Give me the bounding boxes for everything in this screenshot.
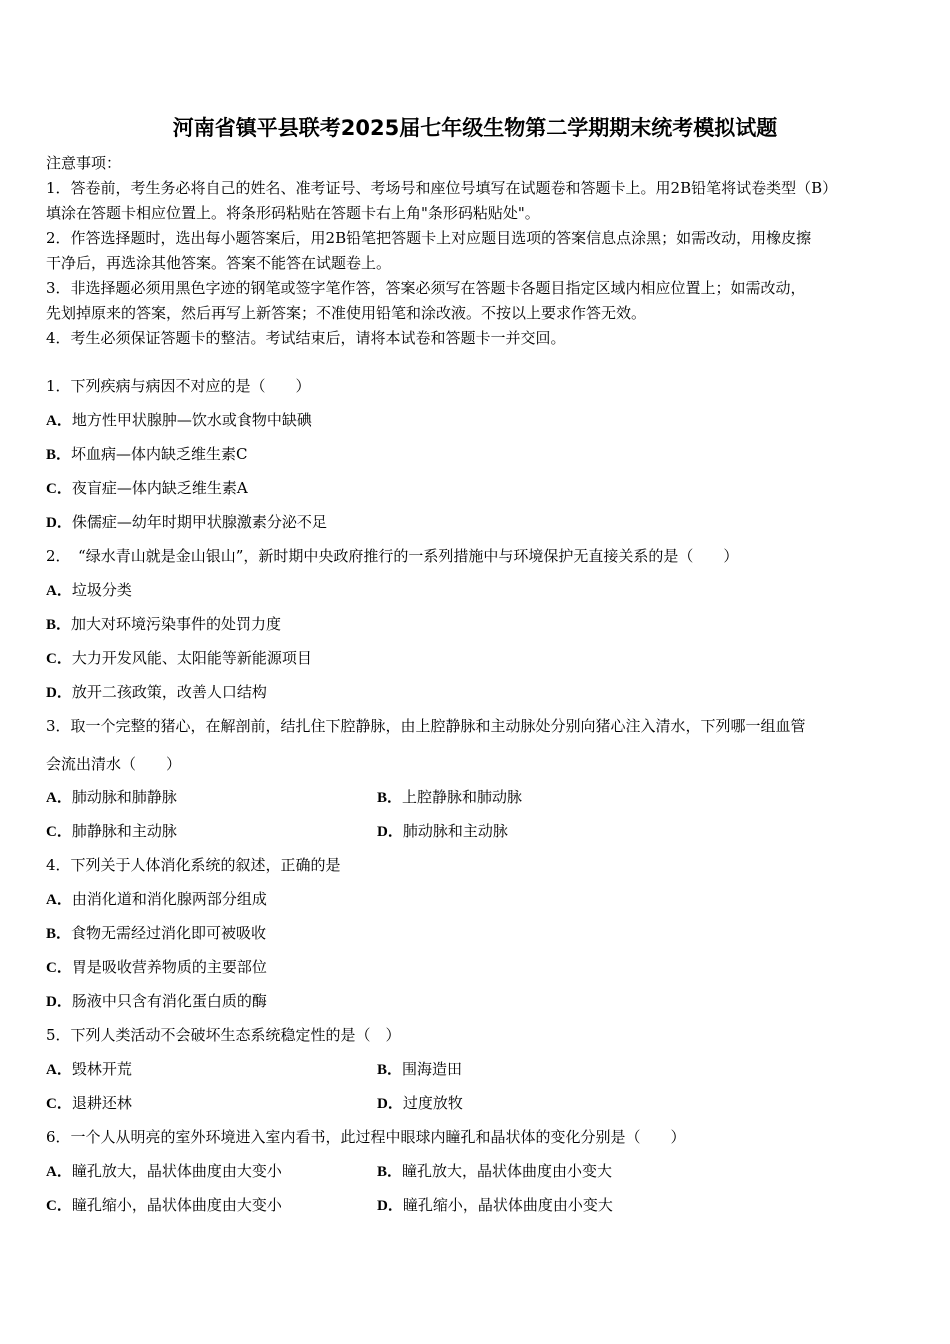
notice-line: 填涂在答题卡相应位置上。将条形码粘贴在答题卡右上角"条形码粘贴处"。 [46,204,540,222]
option-text: 瞳孔放大，晶状体曲度由小变大 [402,1162,613,1180]
option-text: 侏儒症—幼年时期甲状腺激素分泌不足 [71,513,327,531]
option-label: A． [46,892,72,908]
option-label: D． [46,685,72,701]
option-text: 加大对环境污染事件的处罚力度 [71,615,282,633]
option-text: 肺静脉和主动脉 [71,822,177,840]
option-text: 垃圾分类 [71,581,132,599]
notice-line: 先划掉原来的答案，然后再写上新答案；不准使用铅笔和涂改液。不按以上要求作答无效。 [46,304,647,322]
question-5-stem: 5．下列人类活动不会破坏生态系统稳定性的是（ ） [46,1026,401,1044]
option-label: C． [46,481,72,497]
question-1-option-b [46,444,248,465]
option-label: C． [46,651,72,667]
option-text: 由消化道和消化腺两部分组成 [71,890,267,908]
option-label: B． [377,1062,403,1078]
question-6-stem: 6．一个人从明亮的室外环境进入室内看书，此过程中眼球内瞳孔和晶状体的变化分别是（ ） [46,1128,686,1146]
option-label: A． [46,790,72,806]
question-5-option-a [46,1059,132,1080]
question-5-option-d [377,1093,463,1114]
notice-heading: 注意事项： [46,154,122,172]
question-5-option-b [377,1059,462,1080]
option-label: B． [46,447,72,463]
option-label: D． [377,1198,403,1214]
option-label: B． [377,1164,403,1180]
option-label: C． [46,960,72,976]
option-text: 肠液中只含有消化蛋白质的酶 [71,992,267,1010]
question-3-option-b [377,787,522,808]
option-label: A． [46,1062,72,1078]
option-text: 过度放牧 [402,1094,463,1112]
option-text: 上腔静脉和肺动脉 [402,788,523,806]
question-1-stem: 1．下列疾病与病因不对应的是（ ） [46,377,311,395]
option-text: 夜盲症—体内缺乏维生素A [71,479,248,497]
question-4-option-b [46,923,266,944]
option-text: 胃是吸收营养物质的主要部位 [71,958,267,976]
question-3-option-d [377,821,508,842]
question-6-option-d [377,1195,613,1216]
option-text: 退耕还林 [71,1094,132,1112]
option-text: 放开二孩政策，改善人口结构 [71,683,267,701]
notice-line: 4．考生必须保证答题卡的整洁。考试结束后，请将本试卷和答题卡一并交回。 [46,329,566,347]
question-4-option-c [46,957,267,978]
option-text: 坏血病—体内缺乏维生素C [71,445,248,463]
option-text: 瞳孔缩小，晶状体曲度由大变小 [71,1196,282,1214]
page-title: 河南省镇平县联考2025届七年级生物第二学期期末统考模拟试题 [172,116,778,140]
question-1-option-d [46,512,327,533]
question-2-option-c [46,648,312,669]
option-label: B． [46,617,72,633]
option-label: B． [377,790,403,806]
option-text: 围海造田 [402,1060,463,1078]
option-label: A． [46,1164,72,1180]
question-2-option-d [46,682,267,703]
question-3-option-c [46,821,177,842]
option-label: A． [46,413,72,429]
option-label: D． [46,515,72,531]
option-label: D． [46,994,72,1010]
question-4-option-a [46,889,267,910]
option-text: 毁林开荒 [71,1060,132,1078]
notice-line: 1．答卷前，考生务必将自己的姓名、准考证号、考场号和座位号填写在试题卷和答题卡上。用2B铅笔将试卷类型（B） [46,179,838,197]
notice-line: 干净后，再选涂其他答案。答案不能答在试题卷上。 [46,254,392,272]
question-1-option-c [46,478,248,499]
option-label: B． [46,926,72,942]
option-label: C． [46,1198,72,1214]
notice-line: 3．非选择题必须用黑色字迹的钢笔或签字笔作答，答案必须写在答题卡各题目指定区域内相应位置上；如需改动， [46,279,806,297]
option-text: 大力开发风能、太阳能等新能源项目 [71,649,312,667]
option-text: 瞳孔缩小，晶状体曲度由小变大 [402,1196,613,1214]
option-label: C． [46,1096,72,1112]
option-text: 肺动脉和主动脉 [402,822,508,840]
question-4-stem: 4．下列关于人体消化系统的叙述，正确的是 [46,856,341,874]
question-6-option-c [46,1195,282,1216]
question-2-option-b [46,614,281,635]
option-text: 肺动脉和肺静脉 [71,788,177,806]
option-label: D． [377,824,403,840]
option-text: 瞳孔放大，晶状体曲度由大变小 [71,1162,282,1180]
question-1-option-a [46,410,312,431]
option-label: D． [377,1096,403,1112]
question-5-option-c [46,1093,132,1114]
question-3-stem-continued: 会流出清水（ ） [46,755,182,773]
option-text: 食物无需经过消化即可被吸收 [71,924,267,942]
option-text: 地方性甲状腺肿—饮水或食物中缺碘 [71,411,312,429]
question-3-option-a [46,787,177,808]
option-label: C． [46,824,72,840]
question-2-stem: 2． “绿水青山就是金山银山”，新时期中央政府推行的一系列措施中与环境保护无直接关系的是（ ） [46,547,739,565]
notice-line: 2．作答选择题时，选出每小题答案后，用2B铅笔把答题卡上对应题目选项的答案信息点涂黑；如需改动，用橡皮擦 [46,229,812,247]
question-2-option-a [46,580,132,601]
question-6-option-b [377,1161,612,1182]
question-4-option-d [46,991,267,1012]
option-label: A． [46,583,72,599]
question-6-option-a [46,1161,282,1182]
question-3-stem: 3．取一个完整的猪心，在解剖前，结扎住下腔静脉，由上腔静脉和主动脉处分别向猪心注入清水，下列哪一组血管 [46,717,806,735]
